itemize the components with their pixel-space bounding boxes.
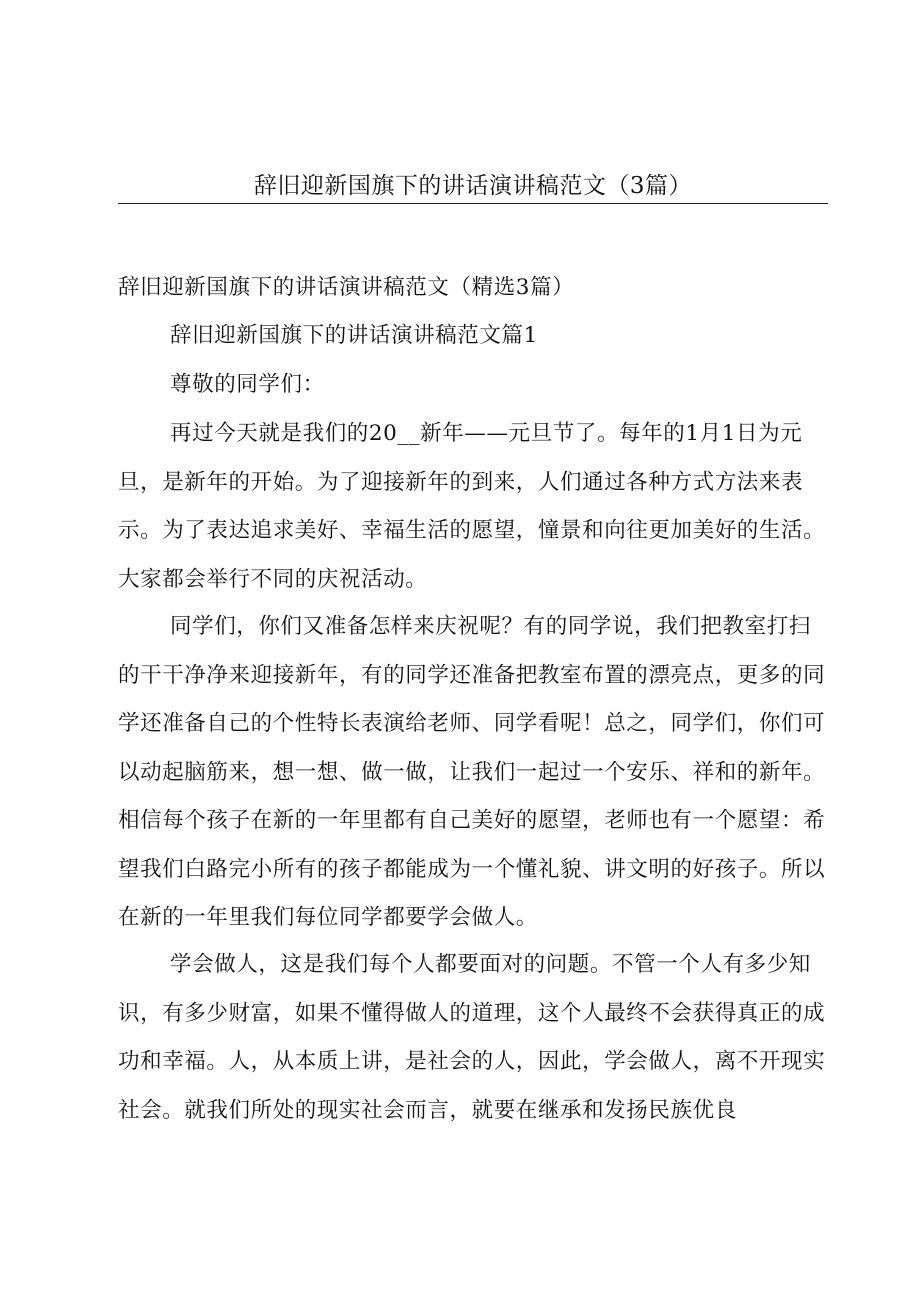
title-underline [118, 203, 828, 204]
section-heading: 辞旧迎新国旗下的讲话演讲稿范文篇1 [170, 323, 538, 348]
document-subtitle: 辞旧迎新国旗下的讲话演讲稿范文（精选3篇） [118, 275, 575, 300]
greeting-line: 尊敬的同学们： [170, 372, 325, 397]
paragraph-1: 再过今天就是我们的20__新年——元旦节了。每年的1月1日为元旦，是新年的开始。为了迎接新年的到来，人们通过各种方式方法来表示。为了表达追求美好、幸福生活的愿望，憧景和向往更加美好的生活。大家都会举行不同的庆祝活动。 [118, 421, 826, 592]
document-title: 辞旧迎新国旗下的讲话演讲稿范文（3篇） [253, 173, 693, 199]
paragraph-3: 学会做人，这是我们每个人都要面对的问题。不管一个人有多少知识，有多少财富，如果不懂得做人的道理，这个人最终不会获得真正的成功和幸福。人，从本质上讲，是社会的人，因此，学会做人，离不开现实社会。就我们所处的现实社会而言，就要在继承和发扬民族优良 [118, 952, 826, 1123]
paragraph-2: 同学们，你们又准备怎样来庆祝呢？有的同学说，我们把教室打扫的干干净净来迎接新年，有的同学还准备把教室布置的漂亮点，更多的同学还准备自己的个性特长表演给老师、同学看呢！总之，同学们，你们可以动起脑筋来，想一想、做一做，让我们一起过一个安乐、祥和的新年。相信每个孩子在新的一年里都有自己美好的愿望，老师也有一个愿望：希望我们白路完小所有的孩子都能成为一个懂礼貌、讲文明的好孩子。所以在新的一年里我们每位同学都要学会做人。 [118, 614, 826, 930]
